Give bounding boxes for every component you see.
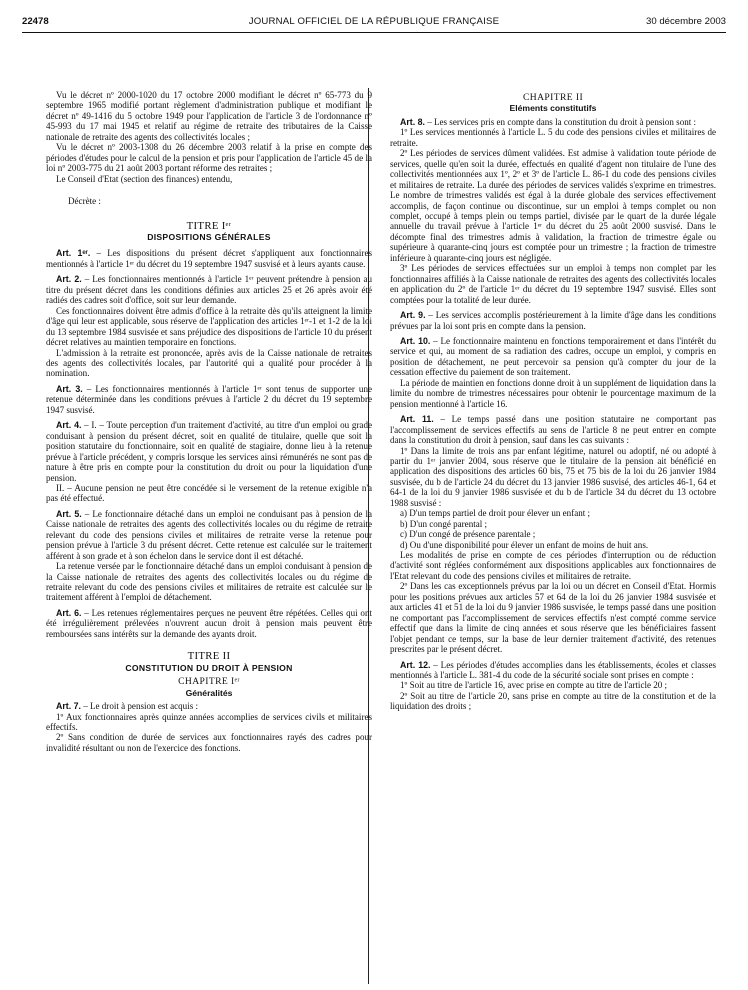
article-1: Art. 1ᵉʳ. – Les dispositions du présent décret s'appliquent aux fonctionnaires mentionnés à l'article 1ᵉʳ du décret du 19 septembre 1947 susvisé et à leurs ayants cause.: [46, 248, 372, 269]
article-item: 2º Soit au titre de l'article 20, sans prise en compte au titre de la constitution et de la liquidation des droits ;: [390, 690, 716, 712]
article-item: 2º Dans les cas exceptionnels prévus par la loi ou un décret en Conseil d'Etat. Hormis pour les positions prévues aux articles 57 et 64 de la loi du 26 janvier 1984 susvisée et aux articles 41 et 51 de la loi du 9 janvier 1986 susvisée, le temps passé dans une position ne comportant pas l'accomplissement de services effectifs n'est compté comme service effectif que dans la limite de cinq années et sous réserve que les bénéficiaires fassent l'objet pendant ce temps, sur la base de leur dernier traitement d'activité, des retenues prescrites par le présent décret.: [390, 581, 716, 655]
titre-1-subheading: DISPOSITIONS GÉNÉRALES: [147, 231, 271, 242]
article-paragraph: La retenue versée par le fonctionnaire détaché dans un emploi conduisant à pension de la Caisse nationale de retraites des agents des collectivités locales ou du régime de retraite relevant du code des pensions civiles et militaires de retraite est calculée sur le traitement afférent à l'emploi de détachement.: [46, 561, 372, 603]
article-label: Art. 3.: [56, 383, 83, 394]
article-6: Art. 6. – Les retenues réglementaires perçues ne peuvent être répétées. Celles qui ont été irrégulièrement prélevées n'ouvrent aucun droit à pension mais peuvent être remboursées sans intérêts sur la demande des ayants droit.: [46, 607, 372, 639]
chapitre-1-heading: CHAPITRE Iᵉʳ: [178, 676, 240, 688]
article-subitem: a) D'un temps partiel de droit pour élever un enfant ;: [400, 508, 591, 519]
article-item: 1º Les services mentionnés à l'article L. 5 du code des pensions civiles et militaires de retraite.: [390, 127, 716, 148]
chapitre-2-subheading: Eléments constitutifs: [509, 103, 597, 114]
article-paragraph: Ces fonctionnaires doivent être admis d'office à la retraite dès qu'ils atteignent la limite d'âge qui leur est applicable, sous réserve de l'application des articles 1ᵉʳ-1 et 1-2 de la loi du 13 septembre 1984 susvisée et sans préjudice des dispositions de l'article 10 du présent décret relatives au maintien temporaire en fonctions.: [46, 305, 372, 348]
page-number: 22478: [22, 16, 49, 27]
article-4: Art. 4. – I. – Toute perception d'un traitement d'activité, au titre d'un emploi ou grade conduisant à pension du présent décret, soit en qualité de titulaire, quelle que soit la position statutaire du fonctionnaire, soit en qualité de stagiaire, donne lieu à la retenue prévue à l'article précédent, y compris lorsque les services ainsi rémunérés ne sont pas de nature à être pris en compte pour la constitution du droit ou pour la liquidation d'une pension.: [46, 420, 372, 483]
article-label: Art. 12.: [400, 659, 431, 670]
right-column: [390, 93, 716, 712]
issue-date: 30 décembre 2003: [645, 16, 726, 27]
article-label: Art. 7.: [56, 701, 81, 712]
article-3: Art. 3. – Les fonctionnaires mentionnés à l'article 1ᵉʳ sont tenus de supporter une retenue déterminée dans les conditions prévues à l'article 2 du décret du 19 septembre 1947 susvisé.: [46, 383, 372, 415]
article-item: 2º Sans condition de durée de services aux fonctionnaires rayés des cadres pour invalidité résultant ou non de l'exercice des fonctions.: [46, 732, 372, 753]
chapitre-2-heading: CHAPITRE II: [522, 92, 584, 103]
article-5: Art. 5. – Le fonctionnaire détaché dans un emploi ne conduisant pas à pension de la Caisse nationale de retraites des agents des collectivités locales ou du régime de retraite relevant du code des pensions civiles et militaires de retraite verse la retenue pour pension prévue à l'article 3 du présent décret. Cette retenue est calculée sur le traitement afférent à son grade et à son échelon dans le service dont il est détaché.: [46, 508, 372, 561]
article-label: Art. 2.: [56, 274, 82, 285]
article-label: Art. 8.: [400, 116, 425, 127]
article-label: Art. 10.: [400, 335, 431, 346]
titre-1-heading: TITRE Iᵉʳ: [186, 219, 232, 232]
article-label: Art. 5.: [56, 508, 82, 519]
article-label: Art. 1ᵉʳ.: [56, 248, 91, 259]
article-12: Art. 12. – Les périodes d'études accomplies dans les établissements, écoles et classes mentionnés à l'article L. 381-4 du code de la sécurité sociale sont prises en compte :: [390, 659, 716, 681]
visa-paragraph: Vu le décret nº 2000-1020 du 17 octobre 2000 modifiant le décret nº 65-773 du 9 septembre 1965 modifié portant règlement d'administration publique et modifiant le décret nº 49-1416 du 5 octobre 1949 pour l'application de l'article 3 de l'ordonnance nº 45-993 du 17 mai 1945 et relatif au régime de retraite des tributaires de la Caisse nationale de retraite des agents des collectivités locales ;: [46, 90, 372, 142]
article-item: 1º Soit au titre de l'article 16, avec prise en compte au titre de l'article 20 ;: [400, 680, 668, 691]
article-item: 1º Dans la limite de trois ans par enfant légitime, naturel ou adoptif, né ou adopté à partir du 1ᵉʳ janvier 2004, sous réserve que le titulaire de la pension ait bénéficié en application des dispositions des articles 60 bis, 75 et 75 bis de la loi du 26 janvier 1984 susvisée, du b de l'article 24 du décret du 13 janvier 1986 susvisé, des articles 46-1, 64 et 64-1 de la loi du 9 janvier 1986 susvisée et du b de l'article 34 du décret du 13 octobre 1988 susvisé :: [390, 445, 716, 508]
article-label: Art. 6.: [56, 607, 82, 618]
article-paragraph: II. – Aucune pension ne peut être concédée si le versement de la retenue exigible n'a pas été effectué.: [46, 482, 372, 504]
left-column: [46, 90, 372, 753]
article-10: Art. 10. – Le fonctionnaire maintenu en fonctions temporairement et dans l'intérêt du service et qui, au moment de sa radiation des cadres, occupe un emploi, y compris en position de détachement, ne peut percevoir sa pension qu'à compter du jour de la cessation effective du paiement de son traitement.: [390, 335, 716, 378]
decrete-line: Décrète :: [68, 196, 101, 207]
article-paragraph: Les modalités de prise en compte de ces périodes d'interruption ou de réduction d'activité sont réglées conformément aux dispositions applicables aux fonctionnaires de l'Etat relevant du code des pensions civiles et militaires de retraite.: [390, 550, 716, 581]
article-11: Art. 11. – Le temps passé dans une position statutaire ne comportant pas l'accomplissement de services effectifs au sens de l'article 8 ne peut entrer en compte dans la constitution du droit à pension, sauf dans les cas suivants :: [390, 414, 716, 446]
visa-paragraph: Vu le décret nº 2003-1308 du 26 décembre 2003 relatif à la prise en compte des périodes d'études pour le calcul de la pension et pris pour l'application de l'article 45 de la loi nº 2003-775 du 21 août 2003 portant réforme des retraites ;: [46, 142, 372, 174]
titre-2-subheading: CONSTITUTION DU DROIT À PENSION: [125, 662, 293, 673]
chapitre-1-subheading: Généralités: [185, 687, 233, 698]
article-label: Art. 9.: [400, 310, 426, 321]
article-label: Art. 11.: [400, 414, 434, 425]
article-9: Art. 9. – Les services accomplis postérieurement à la limite d'âge dans les conditions prévues par la loi sont pris en compte dans la pension.: [390, 310, 716, 331]
article-paragraph: La période de maintien en fonctions donne droit à un supplément de liquidation dans la limite du nombre de trimestres nécessaires pour obtenir le pourcentage maximum de la pension mentionné à l'article 16.: [390, 377, 716, 409]
article-7: Art. 7. – Le droit à pension est acquis :: [56, 701, 199, 712]
journal-title: JOURNAL OFFICIEL DE LA RÉPUBLIQUE FRANÇAISE: [248, 16, 500, 27]
article-item: 2º Les périodes de services dûment validées. Est admise à validation toute période de services, quelle qu'en soit la durée, effectués en qualité d'agent non titulaire de l'une des collectivités mentionnées aux 1º, 2º et 3º de l'article L. 86-1 du code des pensions civiles et militaires de retraite. La durée des périodes de services validés s'exprime en trimestres. Le nombre de trimestres validés est égal à la durée globale des services effectivement accomplis, de façon continue ou discontinue, sur un emploi à temps complet ou non complet, occupé à temps plein ou temps partiel, divisée par le quart de la durée légale annuelle du travail prévue à l'article 1ᵉʳ du décret du 25 août 2000 susvisé. Dans le décompte final des trimestres admis à validation, la fraction de trimestre égale ou supérieure à quarante-cinq jours est comptée pour un trimestre ; la fraction de trimestre inférieure à quarante-cinq jours est négligée.: [390, 148, 716, 263]
page-header: [22, 16, 726, 30]
article-2: Art. 2. – Les fonctionnaires mentionnés à l'article 1ᵉʳ peuvent prétendre à pension au titre du présent décret dans les conditions définies aux articles 25 et 26 après avoir été radiés des cadres soit d'office, soit sur leur demande.: [46, 274, 372, 306]
header-rule: [22, 32, 726, 33]
titre-2-heading: TITRE II: [187, 650, 231, 663]
article-8: Art. 8. – Les services pris en compte dans la constitution du droit à pension sont :: [400, 116, 697, 127]
article-subitem: b) D'un congé parental ;: [400, 518, 488, 529]
article-subitem: c) D'un congé de présence parentale ;: [400, 529, 536, 540]
article-subitem: d) Ou d'une disponibilité pour élever un enfant de moins de huit ans.: [400, 539, 649, 550]
conseil-paragraph: Le Conseil d'Etat (section des finances) entendu,: [56, 173, 233, 184]
article-item: 3º Les périodes de services effectuées sur un emploi à temps non complet par les fonctionnaires affiliés à la Caisse nationale de retraites des agents des collectivités locales en application du 2º de l'article 1ᵉʳ du décret du 19 septembre 1947 susvisé. Elles sont comptées pour la totalité de leur durée.: [390, 263, 716, 305]
article-paragraph: L'admission à la retraite est prononcée, après avis de la Caisse nationale de retraites des agents des collectivités locales, par l'autorité qui a qualité pour procéder à la nomination.: [46, 347, 372, 379]
article-item: 1º Aux fonctionnaires après quinze années accomplies de services civils et militaires effectifs.: [46, 711, 372, 733]
article-label: Art. 4.: [56, 420, 82, 431]
